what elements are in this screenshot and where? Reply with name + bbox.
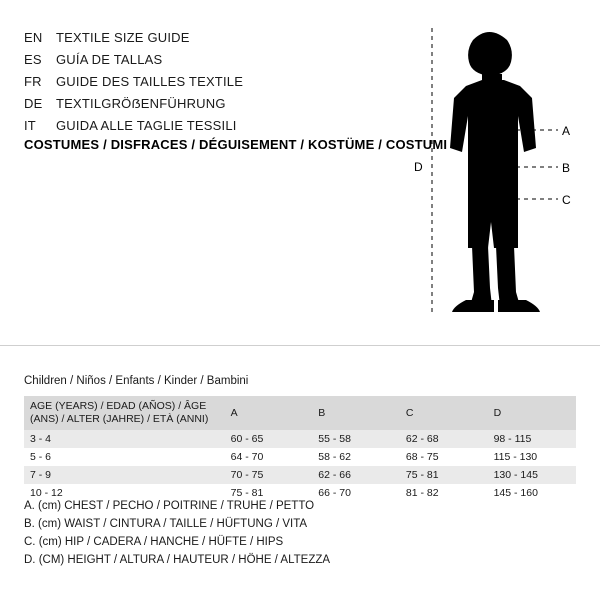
table-header-cell: A [225, 396, 313, 430]
figure-label-c: C [562, 193, 571, 207]
table-cell-d: 130 - 145 [493, 469, 538, 481]
language-text: TEXTILE SIZE GUIDE [56, 30, 190, 45]
language-row [24, 74, 424, 96]
table-cell-c: 62 - 68 [405, 433, 439, 445]
size-table [24, 396, 576, 502]
table-header-row [24, 396, 576, 430]
table-cell-age: 7 - 9 [30, 469, 52, 481]
legend-item-a: A. (cm) CHEST / PECHO / POITRINE / TRUHE / PETTO [24, 500, 315, 512]
table-header-cell: AGE (YEARS) / EDAD (AÑOS) / ÂGE (ANS) / ALTER (JAHRE) / ETÀ (ANNI) [24, 396, 225, 430]
legend-item-c: C. (cm) HIP / CADERA / HANCHE / HÜFTE / HIPS [24, 536, 284, 548]
table-cell-c: 75 - 81 [405, 469, 439, 481]
table-row [24, 466, 576, 484]
table-cell-a: 60 - 65 [230, 433, 264, 445]
language-code: FR [24, 74, 42, 89]
language-code: ES [24, 52, 42, 67]
costumes-heading: COSTUMES / DISFRACES / DÉGUISEMENT / KOSTÜME / COSTUMI [24, 137, 448, 152]
table-body [24, 430, 576, 502]
table-header-cell: C [400, 396, 488, 430]
section-divider [0, 345, 600, 346]
table-cell-c: 68 - 75 [405, 451, 439, 463]
table-cell-d: 115 - 130 [493, 451, 538, 463]
language-text: GUIDE DES TAILLES TEXTILE [56, 74, 244, 89]
language-row [24, 30, 424, 52]
table-cell-age: 5 - 6 [30, 451, 52, 463]
language-text: GUÍA DE TALLAS [56, 52, 163, 67]
table-row [24, 430, 576, 448]
language-row [24, 96, 424, 118]
language-code: EN [24, 30, 43, 45]
table-cell-a: 75 - 81 [230, 487, 264, 499]
figure-label-a: A [562, 124, 571, 138]
table-cell-b: 62 - 66 [318, 469, 351, 481]
table-cell-b: 58 - 62 [318, 451, 351, 463]
legend-item-d: D. (CM) HEIGHT / ALTURA / HAUTEUR / HÖHE / ALTEZZA [24, 554, 331, 566]
table-cell-age: 10 - 12 [30, 487, 63, 499]
legend-item-b: B. (cm) WAIST / CINTURA / TAILLE / HÜFTUNG / VITA [24, 518, 308, 530]
language-row [24, 52, 424, 74]
table-cell-b: 66 - 70 [318, 487, 351, 499]
table-cell-a: 70 - 75 [230, 469, 264, 481]
table-cell-age: 3 - 4 [30, 433, 52, 445]
table-header-cell: B [312, 396, 400, 430]
language-text: TEXTILGRÖẞENFÜHRUNG [56, 96, 226, 111]
table-caption: Children / Niños / Enfants / Kinder / Bambini [24, 375, 249, 387]
language-code: DE [24, 96, 43, 111]
table-row [24, 448, 576, 466]
table-head [24, 396, 576, 430]
figure-label-b: B [562, 161, 571, 175]
table-cell-b: 55 - 58 [318, 433, 351, 445]
table-cell-c: 81 - 82 [405, 487, 439, 499]
table-cell-d: 98 - 115 [493, 433, 532, 445]
figure-area [410, 20, 590, 330]
table-cell-a: 64 - 70 [230, 451, 264, 463]
table-header-cell: D [488, 396, 576, 430]
language-text: GUIDA ALLE TAGLIE TESSILI [56, 118, 237, 133]
table-cell-d: 145 - 160 [493, 487, 538, 499]
figure-label-d: D [414, 160, 423, 174]
child-silhouette-icon [410, 20, 590, 330]
language-list [24, 30, 424, 140]
language-code: IT [24, 118, 36, 133]
measurement-legend [24, 497, 330, 569]
